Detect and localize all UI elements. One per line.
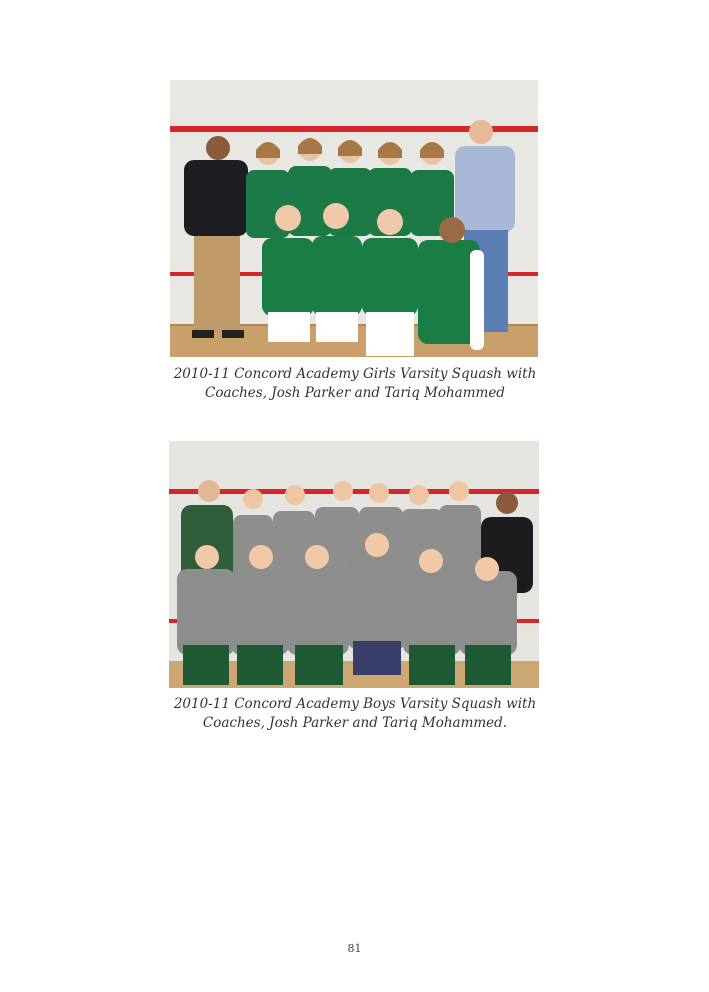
girls-team-photo [170, 80, 538, 357]
boys-team-caption [150, 695, 560, 733]
caption-line: Coaches, Josh Parker and Tariq Mohammed [205, 385, 505, 401]
caption-line: Coaches, Josh Parker and Tariq Mohammed. [202, 715, 508, 731]
caption-line: 2010-11 Concord Academy Boys Varsity Squash with [173, 696, 537, 712]
caption-line: 2010-11 Concord Academy Girls Varsity Squash with [173, 366, 537, 382]
girls-team-caption [150, 365, 560, 403]
boys-team-photo [169, 441, 539, 688]
page-number: 81 [347, 942, 362, 955]
